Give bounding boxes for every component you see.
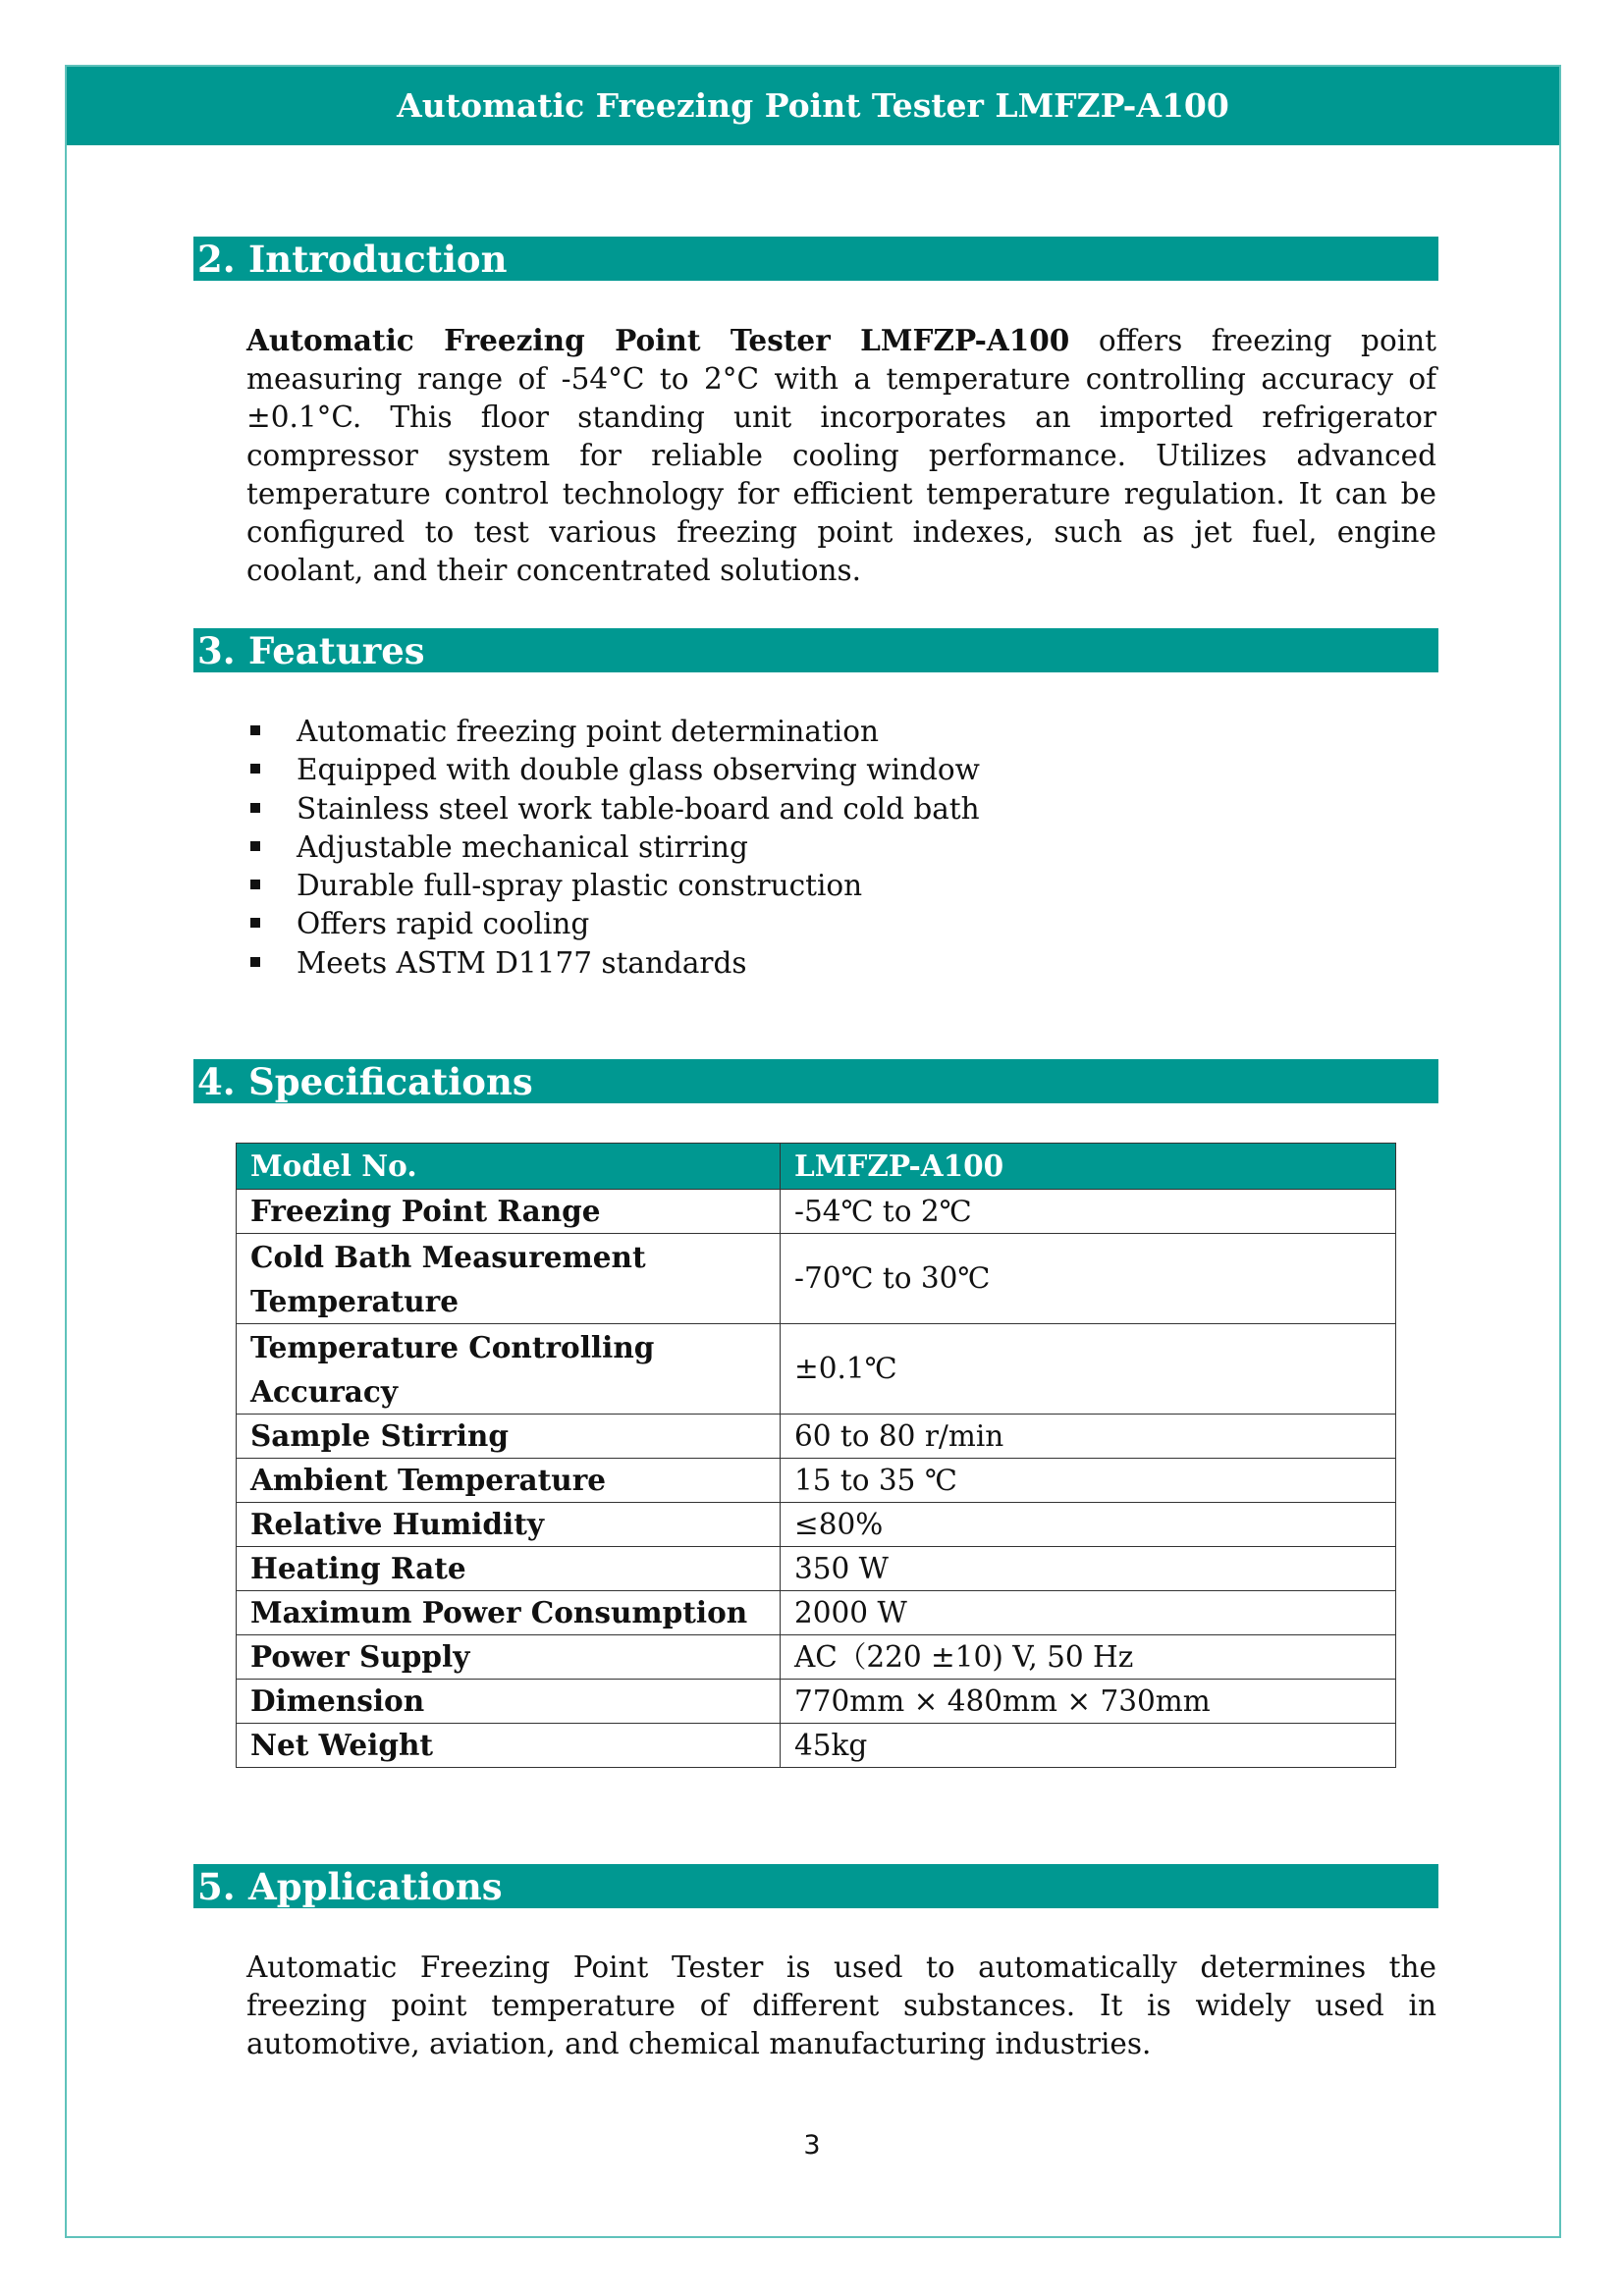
list-item: Durable full-spray plastic construction bbox=[246, 867, 980, 905]
list-item: Adjustable mechanical stirring bbox=[246, 828, 980, 867]
spec-value: 60 to 80 r/min bbox=[781, 1415, 1396, 1459]
section-number: 4. bbox=[197, 1060, 236, 1103]
document-title: Automatic Freezing Point Tester LMFZP-A100 bbox=[397, 86, 1229, 125]
spec-label: Net Weight bbox=[237, 1724, 781, 1768]
bullet-icon bbox=[250, 918, 260, 928]
spec-label: Dimension bbox=[237, 1680, 781, 1724]
bullet-icon bbox=[250, 803, 260, 813]
spec-value: 45kg bbox=[781, 1724, 1396, 1768]
spec-label: Power Supply bbox=[237, 1635, 781, 1680]
list-item: Equipped with double glass observing window bbox=[246, 751, 980, 789]
table-row bbox=[237, 1415, 1396, 1459]
table-row bbox=[237, 1503, 1396, 1547]
spec-value: ±0.1℃ bbox=[781, 1324, 1396, 1415]
introduction-body: offers freezing point measuring range of -54°C to 2°C with a temperature controlling accuracy of ±0.1°C. This floor standing unit incorporates an imported refrigerator compressor system for reliable cooling performance. Utilizes advanced temperature control technology for efficient temperature regulation. It can be configured to test various freezing point indexes, such as jet fuel, engine coolant, and their concentrated solutions. bbox=[246, 324, 1436, 587]
section-number: 2. bbox=[197, 238, 236, 281]
specifications-table bbox=[236, 1143, 1396, 1768]
section-title: Specifications bbox=[248, 1060, 533, 1103]
spec-value: 2000 W bbox=[781, 1591, 1396, 1635]
list-item: Stainless steel work table-board and cold bath bbox=[246, 790, 980, 828]
bullet-icon bbox=[250, 764, 260, 774]
spec-value: 350 W bbox=[781, 1547, 1396, 1591]
document-header bbox=[67, 67, 1559, 145]
table-header-cell: LMFZP-A100 bbox=[781, 1144, 1396, 1190]
spec-label: Relative Humidity bbox=[237, 1503, 781, 1547]
spec-label: Maximum Power Consumption bbox=[237, 1591, 781, 1635]
spec-label: Freezing Point Range bbox=[237, 1190, 781, 1234]
page-number: 3 bbox=[803, 2130, 821, 2161]
bullet-icon bbox=[250, 880, 260, 889]
spec-label: Ambient Temperature bbox=[237, 1459, 781, 1503]
spec-label: Sample Stirring bbox=[237, 1415, 781, 1459]
features-list bbox=[246, 713, 980, 983]
spec-value: 770mm × 480mm × 730mm bbox=[781, 1680, 1396, 1724]
section-heading-introduction bbox=[193, 237, 1438, 281]
spec-label: Cold Bath Measurement Temperature bbox=[237, 1234, 781, 1324]
applications-paragraph: Automatic Freezing Point Tester is used to automatically determines the freezing point temperature of different substances. It is widely used in automotive, aviation, and chemical manufacturing industries. bbox=[246, 1950, 1436, 2060]
section-number: 3. bbox=[197, 629, 236, 672]
spec-value: AC（220 ±10) V, 50 Hz bbox=[781, 1635, 1396, 1680]
spec-label: Temperature Controlling Accuracy bbox=[237, 1324, 781, 1415]
spec-value: -70℃ to 30℃ bbox=[781, 1234, 1396, 1324]
introduction-lead: Automatic Freezing Point Tester LMFZP-A100 bbox=[246, 323, 1070, 357]
list-item: Meets ASTM D1177 standards bbox=[246, 944, 980, 983]
table-row bbox=[237, 1635, 1396, 1680]
section-title: Introduction bbox=[248, 238, 508, 281]
table-row bbox=[237, 1724, 1396, 1768]
section-heading-applications bbox=[193, 1864, 1438, 1908]
section-heading-features bbox=[193, 628, 1438, 672]
table-row bbox=[237, 1680, 1396, 1724]
table-row bbox=[237, 1190, 1396, 1234]
table-row bbox=[237, 1234, 1396, 1324]
section-title: Applications bbox=[248, 1865, 503, 1908]
section-title: Features bbox=[248, 629, 425, 672]
table-row bbox=[237, 1591, 1396, 1635]
section-number: 5. bbox=[197, 1865, 236, 1908]
table-header-row bbox=[237, 1144, 1396, 1190]
bullet-icon bbox=[250, 957, 260, 967]
list-item: Automatic freezing point determination bbox=[246, 713, 980, 751]
section-heading-specifications bbox=[193, 1059, 1438, 1103]
spec-label: Heating Rate bbox=[237, 1547, 781, 1591]
table-header-cell: Model No. bbox=[237, 1144, 781, 1190]
spec-value: -54℃ to 2℃ bbox=[781, 1190, 1396, 1234]
spec-value: 15 to 35 ℃ bbox=[781, 1459, 1396, 1503]
table-row bbox=[237, 1459, 1396, 1503]
bullet-icon bbox=[250, 725, 260, 735]
list-item: Offers rapid cooling bbox=[246, 905, 980, 943]
spec-value: ≤80% bbox=[781, 1503, 1396, 1547]
table-row bbox=[237, 1324, 1396, 1415]
introduction-paragraph bbox=[246, 321, 1436, 590]
bullet-icon bbox=[250, 841, 260, 851]
table-row bbox=[237, 1547, 1396, 1591]
